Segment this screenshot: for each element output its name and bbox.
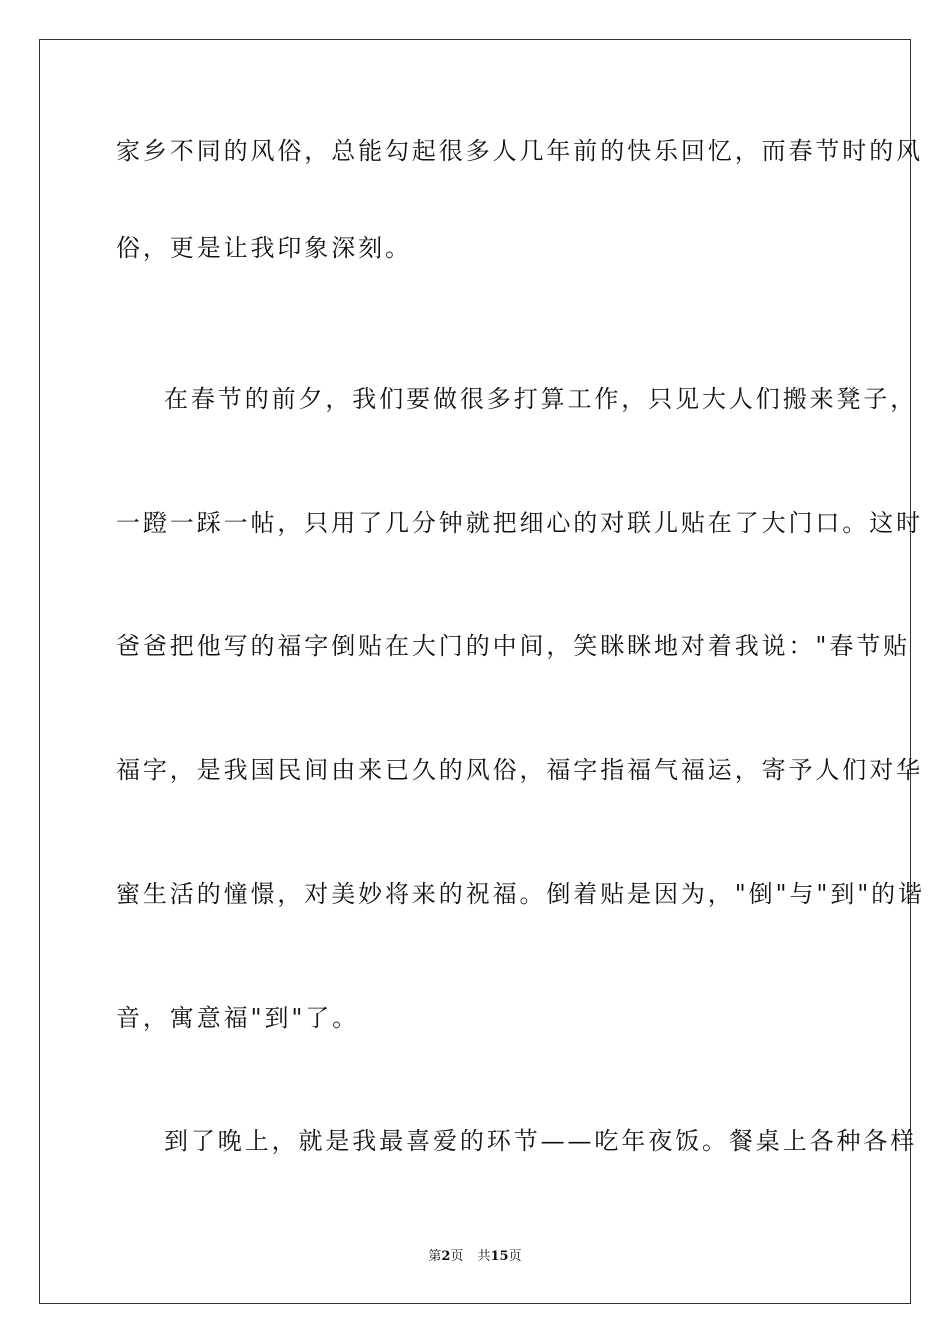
text-line-4: 一蹬一踩一帖，只用了几分钟就把细心的对联儿贴在了大门口。这时: [116, 509, 923, 537]
footer-page-suffix: 页: [450, 1249, 464, 1264]
footer-total-pages: 15: [490, 1249, 509, 1264]
footer-total-suffix: 页: [508, 1249, 522, 1264]
footer-page-number: 2: [441, 1249, 451, 1264]
text-line-8: 音，寓意福"到"了。: [116, 1004, 360, 1032]
text-line-6: 福字，是我国民间由来已久的风俗，福字指福气福运，寄予人们对华: [116, 756, 923, 784]
text-line-2: 俗，更是让我印象深刻。: [116, 234, 412, 262]
footer-page-prefix: 第: [428, 1249, 442, 1264]
text-line-1: 家乡不同的风俗，总能勾起很多人几年前的快乐回忆，而春节时的风: [116, 137, 923, 165]
text-line-5: 爸爸把他写的福字倒贴在大门的中间，笑眯眯地对着我说："春节贴: [116, 632, 911, 660]
footer-total-prefix: 共: [477, 1249, 491, 1264]
page-footer: [0, 1246, 950, 1268]
text-line-7: 蜜生活的憧憬，对美妙将来的祝福。倒着贴是因为，"倒"与"到"的谐: [116, 880, 925, 908]
text-line-3: 在春节的前夕，我们要做很多打算工作，只见大人们搬来凳子，: [164, 385, 918, 413]
text-line-9: 到了晚上，就是我最喜爱的环节——吃年夜饭。餐桌上各种各样: [164, 1127, 918, 1155]
